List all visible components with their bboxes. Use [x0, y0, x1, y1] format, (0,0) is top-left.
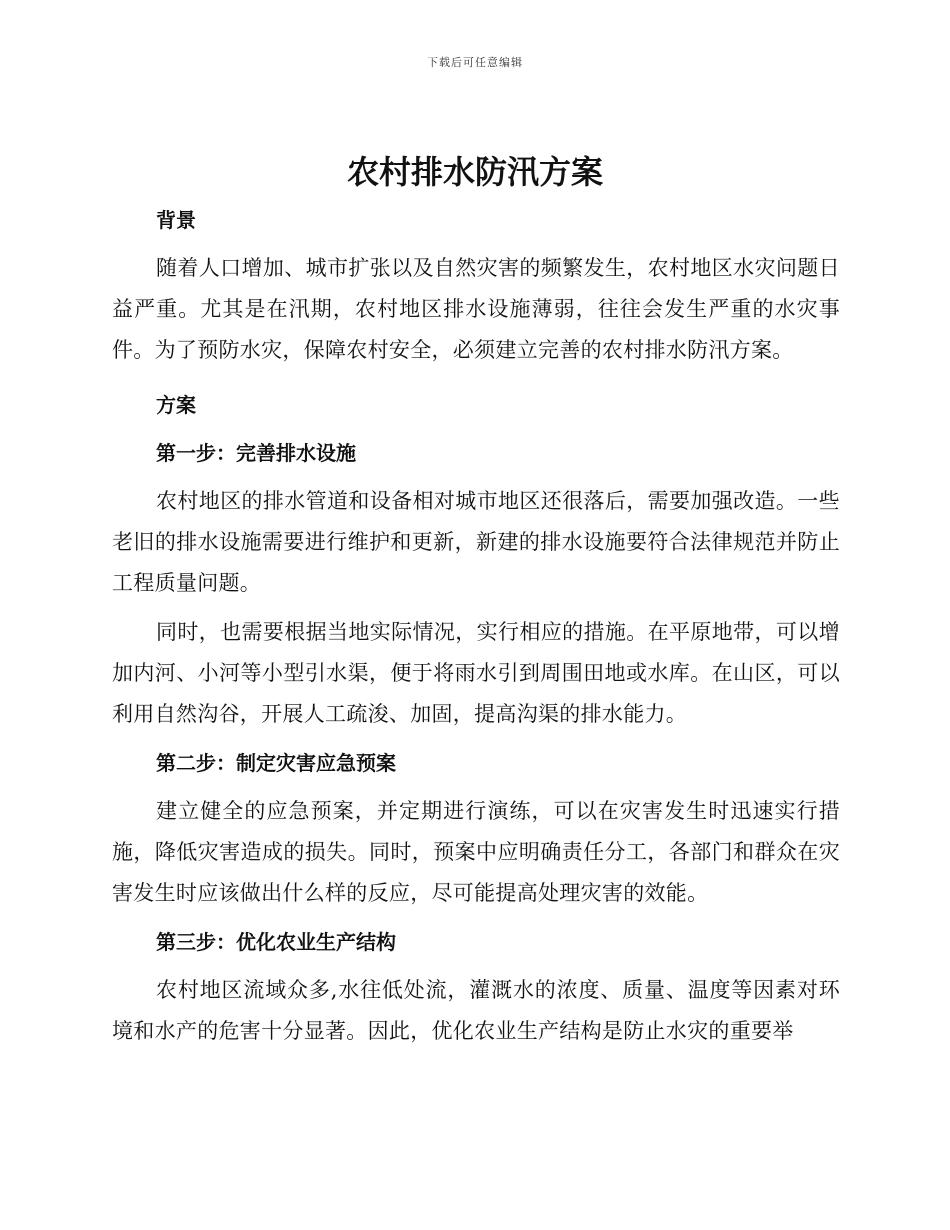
- step1-paragraph-1: 农村地区的排水管道和设备相对城市地区还很落后，需要加强改造。一些老旧的排水设施需要进行维护和更新，新建的排水设施要符合法律规范并防止工程质量问题。: [112, 489, 840, 595]
- page-header-note: 下载后可任意编辑: [427, 56, 523, 69]
- document-body: [112, 200, 840, 1052]
- step1-paragraph-2: 同时，也需要根据当地实际情况，实行相应的措施。在平原地带，可以增加内河、小河等小型引水渠，便于将雨水引到周围田地或水库。在山区，可以利用自然沟谷，开展人工疏浚、加固，提高沟渠的排水能力。: [112, 620, 840, 726]
- step1-heading: 第一步：完善排水设施: [156, 441, 356, 465]
- step3-paragraph: 农村地区流域众多,水往低处流，灌溉水的浓度、质量、温度等因素对环境和水产的危害十分显著。因此，优化农业生产结构是防止水灾的重要举: [112, 978, 840, 1043]
- document-title: 农村排水防汛方案: [346, 153, 603, 191]
- step2-paragraph: 建立健全的应急预案，并定期进行演练，可以在灾害发生时迅速实行措施，降低灾害造成的损失。同时，预案中应明确责任分工，各部门和群众在灾害发生时应该做出什么样的反应，尽可能提高处理灾害的效能。: [112, 799, 840, 905]
- section-heading-plan: 方案: [156, 393, 196, 417]
- section-heading-background: 背景: [156, 208, 196, 232]
- step2-heading: 第二步：制定灾害应急预案: [156, 751, 396, 775]
- step3-heading: 第三步：优化农业生产结构: [156, 930, 396, 954]
- background-paragraph: 随着人口增加、城市扩张以及自然灾害的频繁发生，农村地区水灾问题日益严重。尤其是在汛期，农村地区排水设施薄弱，往往会发生严重的水灾事件。为了预防水灾，保障农村安全，必须建立完善的农村排水防汛方案。: [112, 256, 840, 362]
